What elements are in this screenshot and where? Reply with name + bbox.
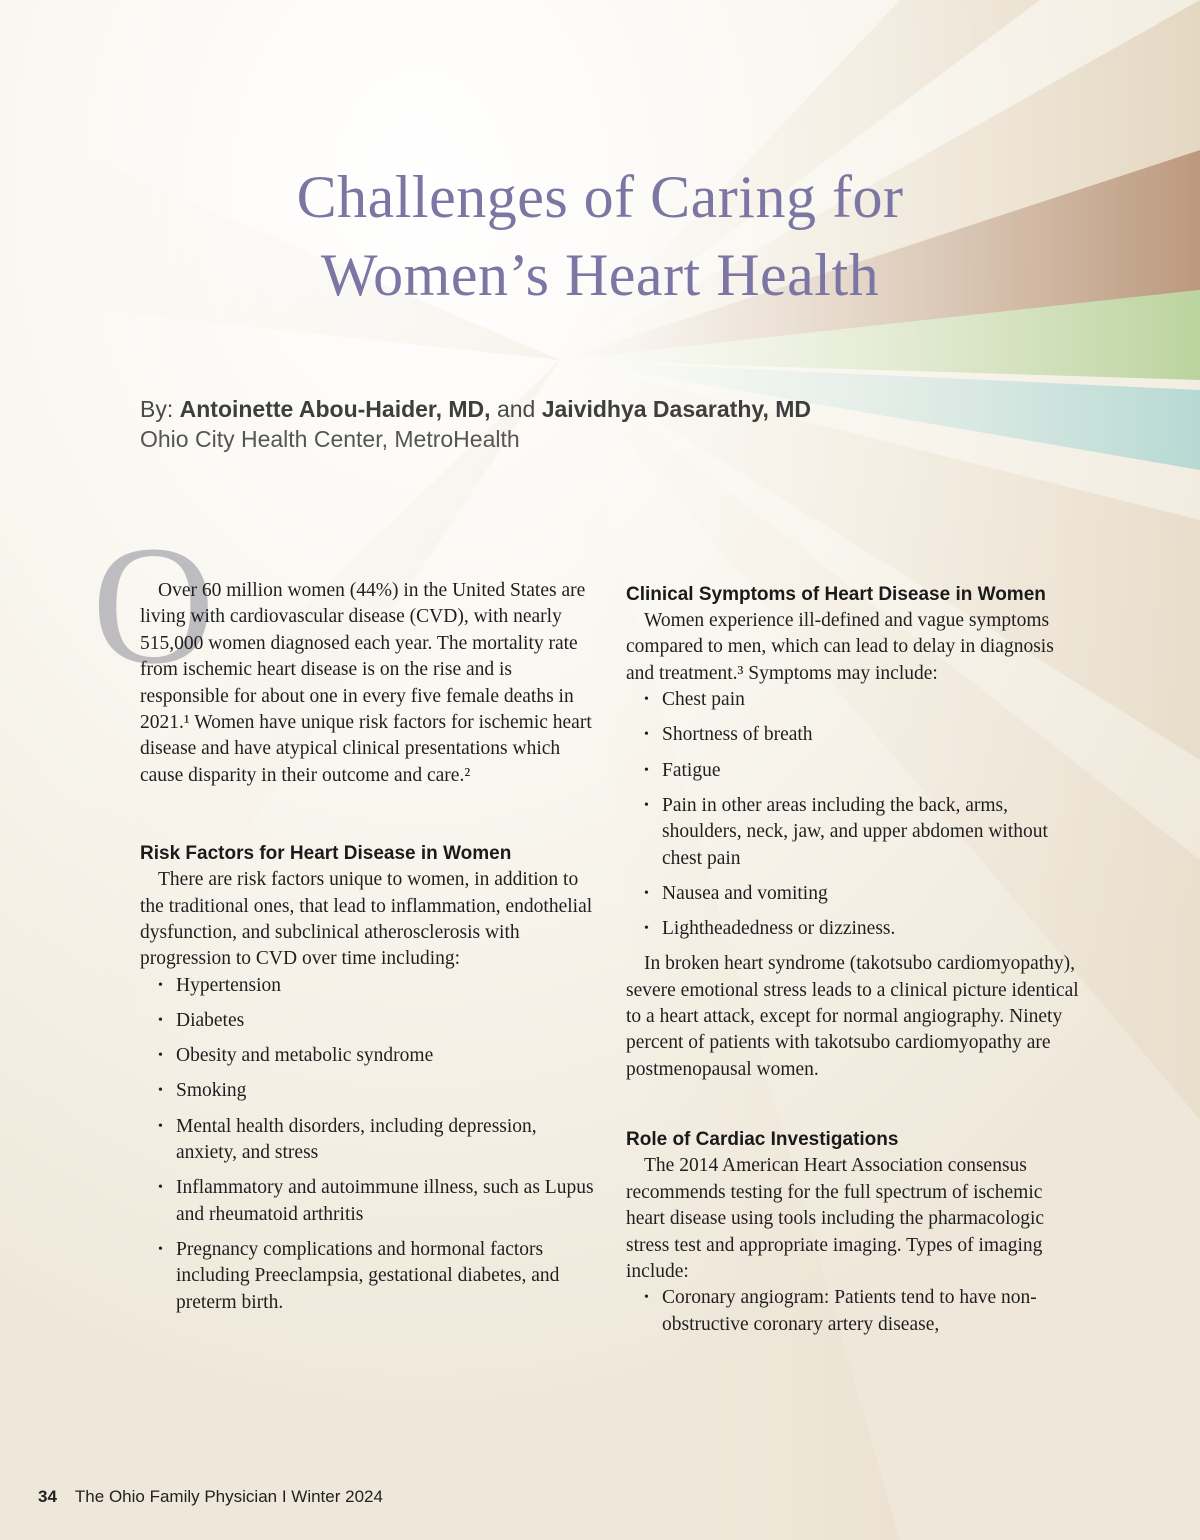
list-item: • Nausea and vomiting	[626, 881, 1086, 907]
symptoms-list	[626, 687, 1086, 942]
symptoms-heading: Clinical Symptoms of Heart Disease in Women	[626, 584, 1046, 605]
left-column	[140, 578, 600, 1325]
list-item: • Obesity and metabolic syndrome	[140, 1043, 600, 1069]
bullet-icon: •	[158, 1048, 163, 1064]
page-footer	[38, 1486, 383, 1508]
bullet-icon: •	[644, 762, 649, 778]
byline	[140, 394, 811, 424]
list-item: • Pregnancy complications and hormonal factors including Preeclampsia, gestational diabetes, and preterm birth.	[158, 1238, 560, 1313]
imaging-list	[626, 1285, 1086, 1338]
bullet-icon: •	[644, 885, 649, 901]
list-item: • Mental health disorders, including depression, anxiety, and stress	[158, 1115, 537, 1164]
list-item: • Hypertension	[140, 973, 600, 999]
risk-factors-heading: Risk Factors for Heart Disease in Women	[140, 843, 512, 865]
author-1: Antoinette Abou-Haider, MD,	[179, 396, 491, 422]
cardiac-investigations-heading: Role of Cardiac Investigations	[626, 1129, 899, 1151]
bullet-icon: •	[158, 977, 163, 993]
bullet-icon: •	[158, 1083, 163, 1099]
affiliation: Ohio City Health Center, MetroHealth	[140, 426, 520, 452]
list-item: • Inflammatory and autoimmune illness, such as Lupus and rheumatoid arthritis	[158, 1177, 594, 1225]
drop-cap: O	[92, 511, 215, 699]
publication-name: The Ohio Family Physician I Winter 2024	[74, 1487, 383, 1506]
list-item: • Pain in other areas including the back, arms, shoulders, neck, jaw, and upper abdomen without chest pain	[644, 794, 1048, 869]
byline-and: and	[496, 396, 536, 422]
list-item: • Coronary angiogram: Patients tend to have non-obstructive coronary artery disease,	[644, 1287, 1037, 1335]
list-item: • Fatigue	[626, 758, 1086, 784]
list-item: • Chest pain	[626, 687, 1086, 713]
author-2: Jaividhya Dasarathy, MD	[541, 396, 811, 422]
risk-factors-list	[140, 973, 600, 1316]
bullet-icon: •	[644, 1290, 649, 1306]
bullet-icon: •	[158, 1180, 163, 1196]
list-item: • Shortness of breath	[626, 722, 1086, 748]
bullet-icon: •	[158, 1118, 163, 1134]
byline-prefix: By:	[140, 396, 174, 422]
intro-paragraph: Over 60 million women (44%) in the United States are living with cardiovascular disease (CVD), with nearly 515,000 women diagnosed each year. The mortality rate from ischemic heart disease is on the rise and is responsible for about one in every five female deaths in 2021.¹ Women have unique risk factors for ischemic heart disease and have atypical clinical presentations which cause disparity in their outcome and care.²	[140, 580, 592, 786]
bullet-icon: •	[644, 727, 649, 743]
bullet-icon: •	[158, 1241, 163, 1257]
symptoms-paragraph: Women experience ill-defined and vague symptoms compared to men, which can lead to delay in diagnosis and treatment.³ Symptoms may include:	[626, 610, 1054, 684]
takotsubo-paragraph: In broken heart syndrome (takotsubo cardiomyopathy), severe emotional stress leads to a clinical picture identical to a heart attack, except for normal angiography. Ninety percent of patients with takotsubo cardiomyopathy are postmenopausal women.	[626, 953, 1079, 1080]
list-item: • Smoking	[140, 1078, 600, 1104]
bullet-icon: •	[644, 692, 649, 708]
title-line-1: Challenges of Caring for	[296, 164, 904, 230]
article-title	[150, 158, 1050, 314]
bullet-icon: •	[644, 921, 649, 937]
page-number: 34	[38, 1487, 57, 1506]
risk-factors-paragraph: There are risk factors unique to women, in addition to the traditional ones, that lead to inflammation, endothelial dysfunction, and subclinical atherosclerosis with progression to CVD over time including:	[140, 869, 593, 970]
bullet-icon: •	[644, 797, 649, 813]
right-column	[626, 582, 1086, 1347]
bullet-icon: •	[158, 1013, 163, 1029]
cardiac-investigations-paragraph: The 2014 American Heart Association consensus recommends testing for the full spectrum of ischemic heart disease using tools including the pharmacologic stress test and appropriate imaging. Types of imaging include:	[626, 1155, 1045, 1282]
list-item: • Diabetes	[140, 1008, 600, 1034]
title-line-2: Women’s Heart Health	[320, 242, 880, 308]
list-item: • Lightheadedness or dizziness.	[626, 916, 1086, 942]
